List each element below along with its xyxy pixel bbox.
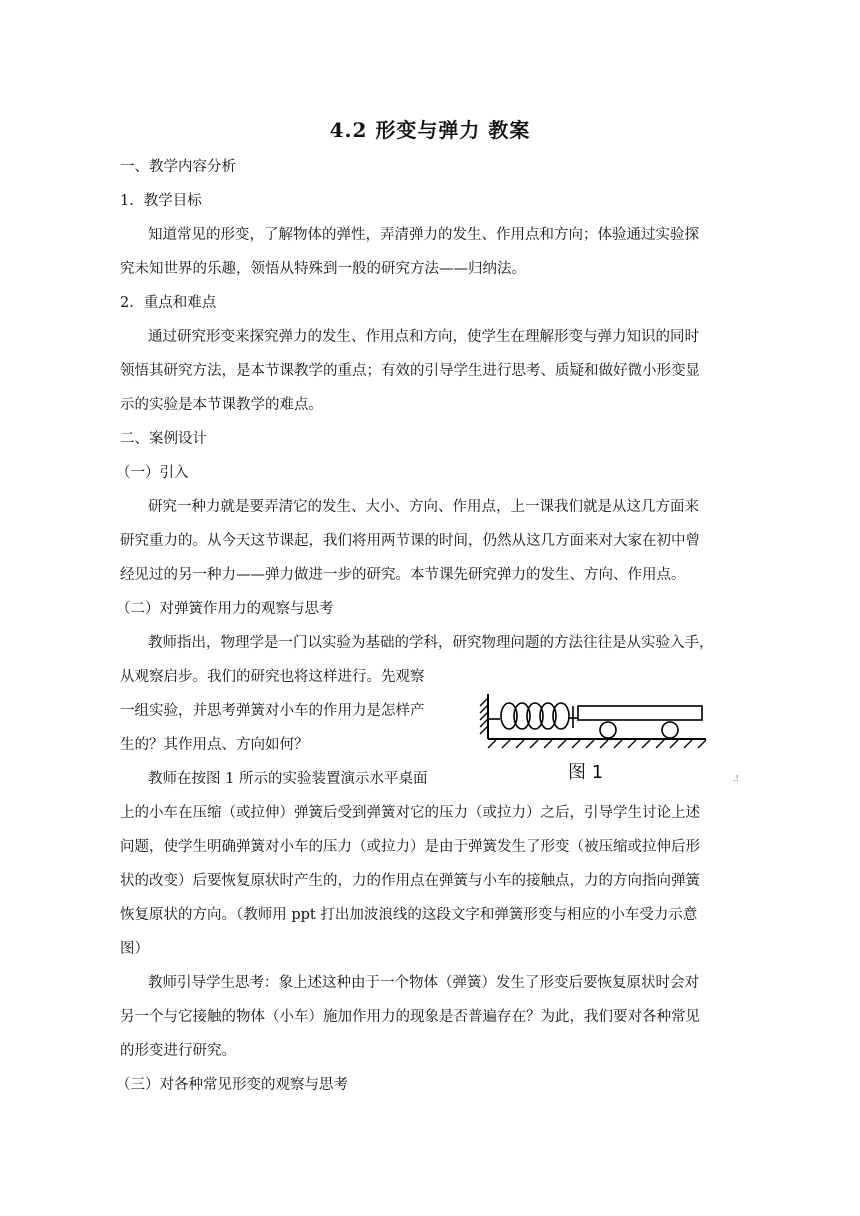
paragraph-line: 上的小车在压缩（或拉伸）弹簧后受到弹簧对它的压力（或拉力）之后，引导学生讨论上述 (120, 805, 700, 821)
spring-cart-diagram (470, 688, 710, 758)
paragraph-line: 生的？其作用点、方向如何？ (120, 737, 309, 753)
subsection-heading: （二）对弹簧作用力的观察与思考 (116, 601, 334, 617)
paragraph-line: 领悟其研究方法，是本节课教学的重点；有效的引导学生进行思考、质疑和做好微小形变显 (120, 363, 700, 379)
paragraph-line: 研究重力的。从今天这节课起，我们将用两节课的时间，仍然从这几方面来对大家在初中曾 (120, 533, 700, 549)
paragraph-line: 从观察启步。我们的研究也将这样进行。先观察 (120, 669, 425, 685)
paragraph-line: 一组实验，并思考弹簧对小车的作用力是怎样产 (120, 703, 425, 719)
figure-caption: 图 1 (568, 762, 604, 783)
paragraph-line: 教师在按图 1 所示的实验装置演示水平桌面 (148, 771, 428, 787)
paragraph-line: 另一个与它接触的物体（小车）施加作用力的现象是否普遍存在？为此，我们要对各种常见 (120, 1009, 700, 1025)
paragraph-line: 状的改变）后要恢复原状时产生的，力的作用点在弹簧与小车的接触点，力的方向指向弹簧 (120, 873, 700, 889)
paragraph-line: 的形变进行研究。 (120, 1043, 236, 1059)
section-heading: 二、案例设计 (120, 431, 207, 447)
paragraph-line: 通过研究形变来探究弹力的发生、作用点和方向，使学生在理解形变与弹力知识的同时 (148, 329, 699, 345)
paragraph-line: 经见过的另一种力——弹力做进一步的研究。本节课先研究弹力的发生、方向、作用点。 (120, 567, 686, 583)
subsection-heading: （三）对各种常见形变的观察与思考 (116, 1077, 348, 1093)
subsection-heading: 2．重点和难点 (120, 295, 217, 311)
subsection-heading: （一）引入 (116, 465, 189, 481)
section-heading: 一、教学内容分析 (120, 159, 236, 175)
stray-mark: .! (733, 774, 739, 783)
paragraph-line: 恢复原状的方向。（教师用 ppt 打出加波浪线的这段文字和弹簧形变与相应的小车受力示意 (120, 907, 698, 923)
subsection-heading: 1．教学目标 (120, 193, 202, 209)
paragraph-line: 知道常见的形变，了解物体的弹性，弄清弹力的发生、作用点和方向；体验通过实验探 (148, 227, 699, 243)
paragraph-line: 图） (120, 941, 149, 957)
paragraph-line: 研究一种力就是要弄清它的发生、大小、方向、作用点，上一课我们就是从这几方面来 (148, 499, 699, 515)
paragraph-line: 教师指出，物理学是一门以实验为基础的学科，研究物理问题的方法往往是从实验入手， (148, 635, 714, 651)
paragraph-line: 究未知世界的乐趣，领悟从特殊到一般的研究方法——归纳法。 (120, 261, 526, 277)
paragraph-line: 示的实验是本节课教学的难点。 (120, 397, 323, 413)
paragraph-line: 问题，使学生明确弹簧对小车的压力（或拉力）是由于弹簧发生了形变（被压缩或拉伸后形 (120, 839, 700, 855)
paragraph-line: 教师引导学生思考：象上述这种由于一个物体（弹簧）发生了形变后要恢复原状时会对 (148, 975, 699, 991)
document-title: 4.2 形变与弹力 教案 (329, 118, 531, 142)
